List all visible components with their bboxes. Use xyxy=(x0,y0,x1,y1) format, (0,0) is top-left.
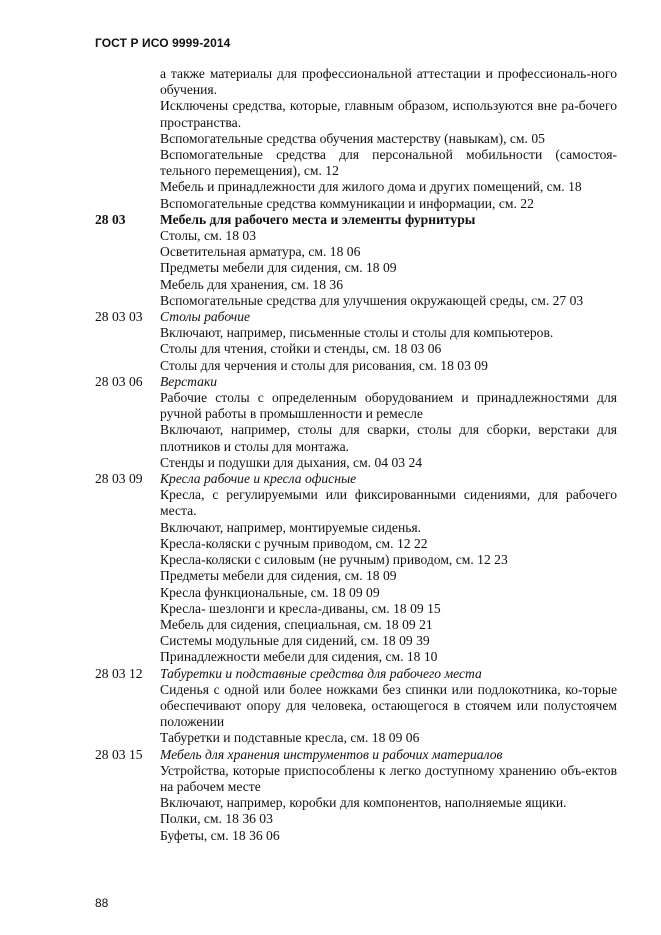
entry-code: 28 03 xyxy=(95,211,126,227)
entry-code: 28 03 06 xyxy=(95,373,143,389)
paragraph: Рабочие столы с определенным оборудованием и принадлежностями для ручной работы в промышленности и ремесле xyxy=(160,390,617,422)
entry-body xyxy=(160,666,617,747)
paragraph: Включают, например, монтируемые сиденья. xyxy=(160,519,422,535)
paragraph: Предметы мебели для сидения, см. 18 09 xyxy=(160,260,397,276)
paragraph: Устройства, которые приспособлены к легко доступному хранению объ-ектов на рабочем месте xyxy=(160,762,617,794)
document-body xyxy=(95,66,617,844)
paragraph: Полки, см. 18 36 03 xyxy=(160,811,273,827)
paragraph: Вспомогательные средства коммуникации и информации, см. 22 xyxy=(160,195,534,211)
paragraph: Вспомогательные средства обучения мастерству (навыкам), см. 05 xyxy=(160,130,545,146)
paragraph: Кресла-коляски с ручным приводом, см. 12 22 xyxy=(160,535,428,551)
entry-body xyxy=(160,747,617,844)
entry-title: Верстаки xyxy=(160,373,218,389)
entry-body xyxy=(160,471,617,665)
paragraph: Включают, например, столы для сварки, столы для сборки, верстаки для плотников и столы для монтажа. xyxy=(160,422,617,454)
paragraph: Буфеты, см. 18 36 06 xyxy=(160,827,280,843)
paragraph: Сиденья с одной или более ножками без спинки или подлокотника, ко-торые обеспечивают опору для человека, остающегося в стоячем или полустоячем положении xyxy=(160,681,617,730)
entry-code: 28 03 12 xyxy=(95,665,143,681)
entry-title: Кресла рабочие и кресла офисные xyxy=(160,471,357,487)
entry-body xyxy=(160,212,617,309)
entry-title: Столы рабочие xyxy=(160,309,251,325)
continuation-block xyxy=(95,66,617,212)
paragraph: Системы модульные для сидений, см. 18 09 39 xyxy=(160,633,430,649)
entry-28-03-03 xyxy=(95,309,617,374)
entry-body xyxy=(160,309,617,374)
entry-code: 28 03 15 xyxy=(95,746,143,762)
paragraph: Кресла-коляски с силовым (не ручным) приводом, см. 12 23 xyxy=(160,552,508,568)
paragraph: Кресла- шезлонги и кресла-диваны, см. 18 09 15 xyxy=(160,600,441,616)
paragraph: Столы, см. 18 03 xyxy=(160,228,256,244)
paragraph: Предметы мебели для сидения, см. 18 09 xyxy=(160,568,397,584)
paragraph: Мебель для хранения, см. 18 36 xyxy=(160,276,343,292)
paragraph: Вспомогательные средства для улучшения окружающей среды, см. 27 03 xyxy=(160,292,584,308)
continuation-text xyxy=(160,66,617,212)
entry-title: Мебель для хранения инструментов и рабочих материалов xyxy=(160,746,503,762)
entry-code: 28 03 03 xyxy=(95,309,143,325)
entry-28-03 xyxy=(95,212,617,309)
paragraph: Осветительная арматура, см. 18 06 xyxy=(160,244,361,260)
paragraph: Кресла, с регулируемыми или фиксированными сидениями, для рабочего места. xyxy=(160,487,617,519)
entry-28-03-15 xyxy=(95,747,617,844)
paragraph: Стенды и подушки для дыхания, см. 04 03 24 xyxy=(160,454,423,470)
entry-body xyxy=(160,374,617,471)
paragraph: а также материалы для профессиональной аттестации и профессиональ-ного обучения. xyxy=(160,66,617,98)
paragraph: Включают, например, письменные столы и столы для компьютеров. xyxy=(160,325,554,341)
paragraph: Столы для черчения и столы для рисования, см. 18 03 09 xyxy=(160,357,488,373)
entry-28-03-09 xyxy=(95,471,617,665)
page-number: 88 xyxy=(95,896,109,910)
paragraph: Принадлежности мебели для сидения, см. 18 10 xyxy=(160,649,438,665)
entry-title: Мебель для рабочего места и элементы фурнитуры xyxy=(160,211,476,227)
paragraph: Исключены средства, которые, главным образом, используются вне ра-бочего пространства. xyxy=(160,98,617,130)
paragraph: Столы для чтения, стойки и стенды, см. 18 03 06 xyxy=(160,341,442,357)
paragraph: Мебель для сидения, специальная, см. 18 09 21 xyxy=(160,616,433,632)
paragraph: Вспомогательные средства для персональной мобильности (самостоя-тельного перемещения), см. 12 xyxy=(160,147,617,179)
paragraph: Кресла функциональные, см. 18 09 09 xyxy=(160,584,380,600)
paragraph: Табуретки и подставные кресла, см. 18 09 06 xyxy=(160,730,420,746)
entry-28-03-06 xyxy=(95,374,617,471)
page-header: ГОСТ Р ИСО 9999-2014 xyxy=(95,36,231,50)
entry-code: 28 03 09 xyxy=(95,471,143,487)
entry-28-03-12 xyxy=(95,666,617,747)
paragraph: Мебель и принадлежности для жилого дома и других помещений, см. 18 xyxy=(160,179,582,195)
entry-title: Табуретки и подставные средства для рабочего места xyxy=(160,665,482,681)
paragraph: Включают, например, коробки для компонентов, наполняемые ящики. xyxy=(160,795,567,811)
